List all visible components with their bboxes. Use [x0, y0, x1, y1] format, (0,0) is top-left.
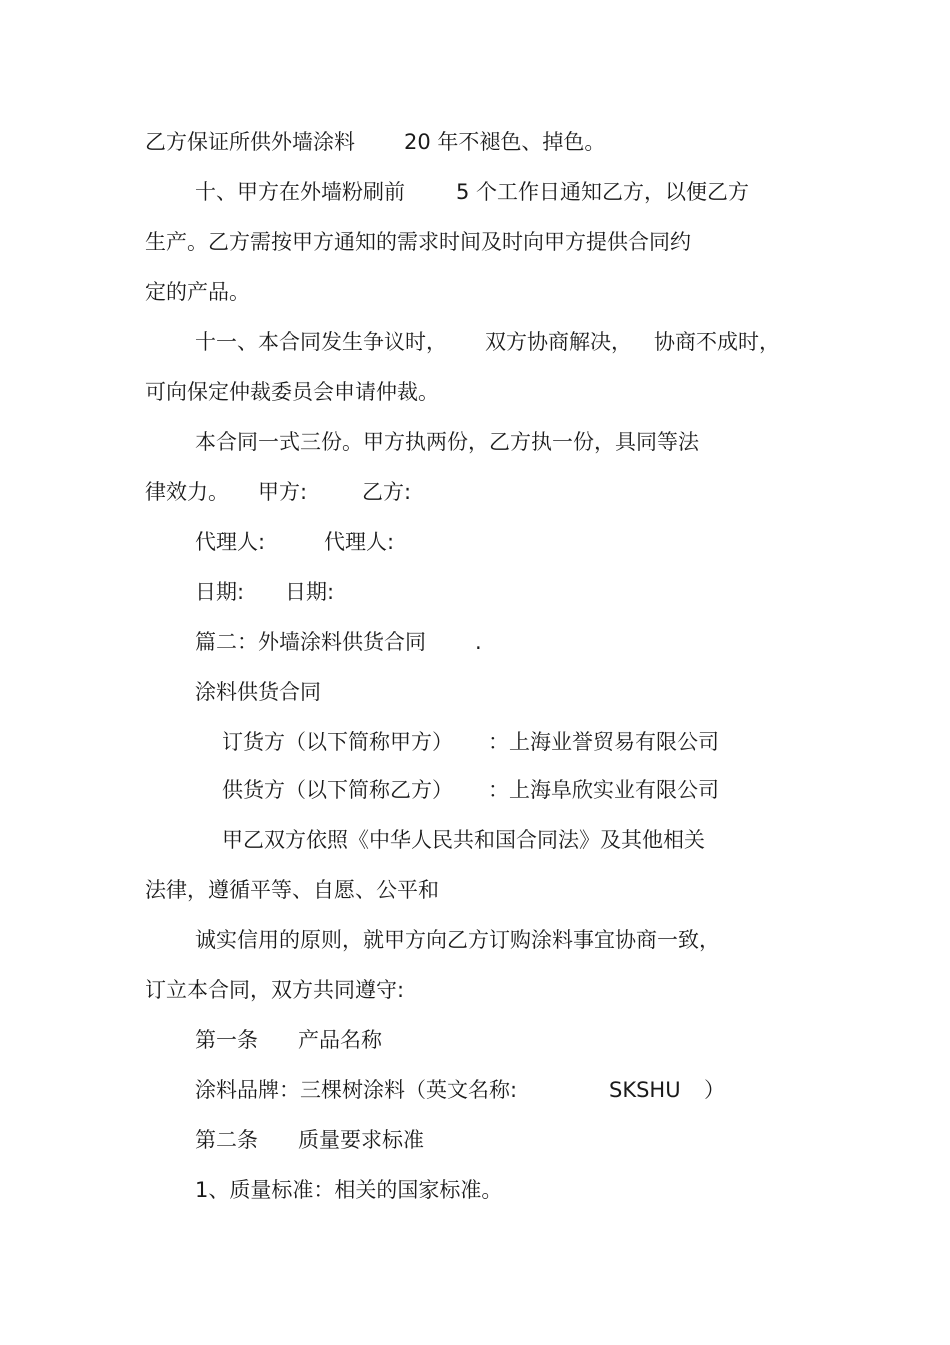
text-segment: 涂料供货合同	[195, 680, 321, 704]
text-segment: 诚实信用的原则，就甲方向乙方订购涂料事宜协商一致，	[195, 928, 720, 952]
text-segment: 乙方:	[362, 480, 412, 504]
text-segment: 第一条	[195, 1028, 258, 1052]
text-segment: 协商不成时，	[654, 330, 780, 354]
text-segment: 篇二：外墙涂料供货合同	[195, 630, 426, 654]
text-segment: 法律，遵循平等、自愿、公平和	[145, 878, 439, 902]
text-segment: 日期:	[285, 580, 335, 604]
text-segment: 产品名称	[298, 1028, 382, 1052]
text-segment: 20 年不褪色、掉色。	[404, 130, 606, 154]
text-segment: ：上海业誉贸易有限公司	[488, 730, 719, 754]
text-segment: 十、甲方在外墙粉刷前	[195, 180, 405, 204]
text-segment: 涂料品牌：三棵树涂料（英文名称:	[195, 1078, 518, 1102]
text-segment: 双方协商解决，	[485, 330, 632, 354]
text-segment: 订立本合同，双方共同遵守:	[145, 978, 405, 1002]
text-segment: 甲乙双方依照《中华人民共和国合同法》及其他相关	[222, 828, 705, 852]
text-segment: 订货方（以下简称甲方）	[222, 730, 453, 754]
text-segment: 本合同一式三份。甲方执两份，乙方执一份，具同等法	[195, 430, 699, 454]
text-segment: ）	[704, 1078, 725, 1102]
text-segment: 代理人:	[195, 530, 266, 554]
text-segment: ：上海阜欣实业有限公司	[488, 778, 719, 802]
text-segment: 代理人:	[324, 530, 395, 554]
text-segment: 日期:	[195, 580, 245, 604]
text-segment: SKSHU	[609, 1078, 681, 1102]
text-segment: 十一、本合同发生争议时，	[195, 330, 447, 354]
text-segment: 1、质量标准：相关的国家标准。	[195, 1178, 503, 1202]
text-segment: 生产。乙方需按甲方通知的需求时间及时向甲方提供合同约	[145, 230, 691, 254]
text-segment: 第二条	[195, 1128, 258, 1152]
text-segment: 定的产品。	[145, 280, 250, 304]
text-segment: .	[475, 630, 482, 654]
text-segment: 5 个工作日通知乙方，以便乙方	[456, 180, 750, 204]
text-segment: 律效力。	[145, 480, 229, 504]
text-segment: 可向保定仲裁委员会申请仲裁。	[145, 380, 439, 404]
text-segment: 供货方（以下简称乙方）	[222, 778, 453, 802]
text-segment: 质量要求标准	[298, 1128, 424, 1152]
text-segment: 乙方保证所供外墙涂料	[145, 130, 355, 154]
text-segment: 甲方:	[258, 480, 308, 504]
